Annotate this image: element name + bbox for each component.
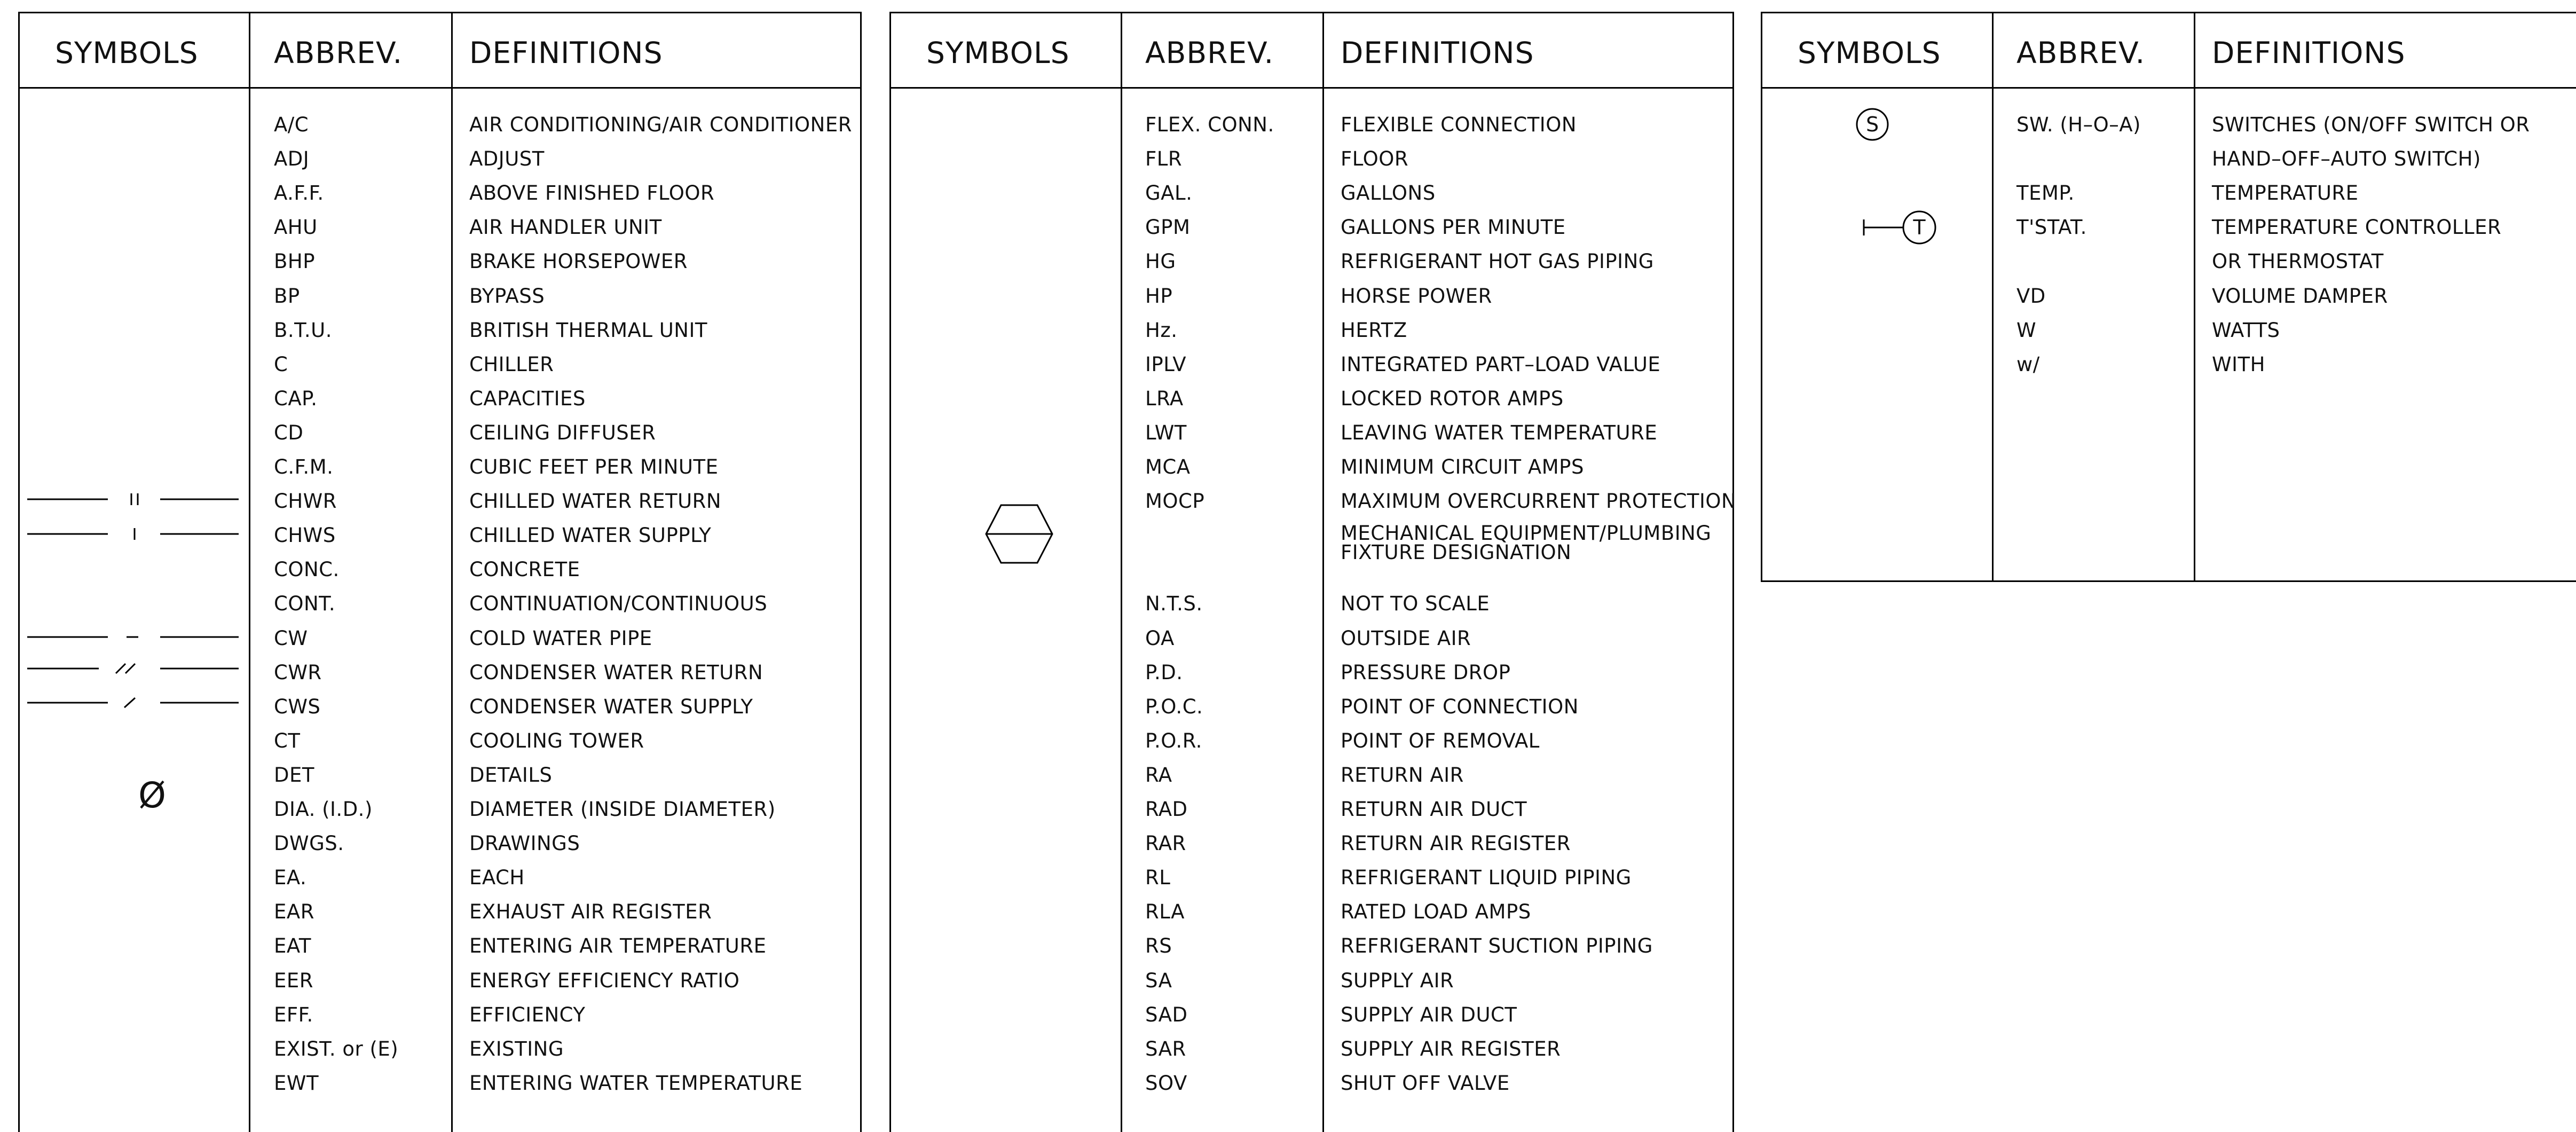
chilled-water-return-line-symbol [25,491,244,507]
definitions-header: DEFINITIONS [469,36,663,70]
definitions-header: DEFINITIONS [2212,36,2406,70]
abbrev-cell: CWR [274,661,322,684]
abbrev-cell: P.O.C. [1145,695,1203,718]
definition-cell: EXHAUST AIR REGISTER [469,900,712,924]
definition-cell: CONTINUATION/CONTINUOUS [469,592,768,616]
abbrev-cell: OA [1145,626,1175,650]
symbols-header: SYMBOLS [1798,36,1941,70]
legend-table-3 [1761,12,2576,582]
definition-cell: GALLONS [1341,182,1436,205]
abbrev-cell: AHU [274,216,318,239]
abbrev-cell: CW [274,626,308,650]
abbrev-cell: SW. (H–O–A) [2016,113,2141,136]
abbrev-cell: TEMP. [2016,182,2075,205]
condenser-water-supply-line-symbol [25,695,244,711]
abbrev-header: ABBREV. [274,36,403,70]
definition-cell: GALLONS PER MINUTE [1341,216,1566,239]
definition-cell: FLOOR [1341,147,1409,171]
definition-cell: RATED LOAD AMPS [1341,900,1531,924]
abbrev-cell: MCA [1145,455,1191,478]
cold-water-pipe-line-symbol [25,627,244,643]
abbrev-cell: CAP. [274,387,318,410]
definition-cell: ENTERING AIR TEMPERATURE [469,934,767,958]
definition-cell: SHUT OFF VALVE [1341,1071,1510,1095]
abbrev-cell: EFF. [274,1003,313,1026]
abbrev-cell: C [274,352,288,376]
abbrev-cell: EAR [274,900,314,924]
definition-cell: RETURN AIR REGISTER [1341,832,1571,855]
abbrev-cell: Hz. [1145,318,1178,342]
abbrev-cell: DIA. (I.D.) [274,798,373,821]
abbrev-cell: BP [274,284,300,308]
abbrev-cell: CONC. [274,558,340,581]
column-divider [1992,13,1994,580]
switch-symbol [1855,107,1889,142]
equipment-designation-hexagon-symbol [982,502,1057,571]
definition-cell: TEMPERATURE [2212,182,2359,205]
definition-cell: POINT OF REMOVAL [1341,729,1540,752]
abbrev-header: ABBREV. [2016,36,2146,70]
legend-table-2 [889,12,1737,1132]
definition-cell: ABOVE FINISHED FLOOR [469,182,715,205]
definition-cell: CHILLED WATER RETURN [469,490,722,513]
abbrev-cell: RLA [1145,900,1185,924]
abbrev-cell: EXIST. or (E) [274,1037,399,1060]
chilled-water-supply-line-symbol [25,526,244,542]
abbrev-cell: HG [1145,250,1176,273]
abbrev-cell: VD [2016,284,2046,308]
thermostat-symbol [1862,209,1942,246]
definition-cell: RETURN AIR [1341,763,1464,787]
abbrev-header: ABBREV. [1145,36,1274,70]
definition-cell: DIAMETER (INSIDE DIAMETER) [469,798,776,821]
symbols-header: SYMBOLS [926,36,1070,70]
definition-cell: MINIMUM CIRCUIT AMPS [1341,455,1584,478]
definition-cell: DRAWINGS [469,832,580,855]
abbrev-cell: w/ [2016,352,2040,376]
abbrev-cell: RA [1145,763,1172,787]
definition-cell: OUTSIDE AIR [1341,626,1471,650]
definition-cell: LOCKED ROTOR AMPS [1341,387,1564,410]
definition-cell: EACH [469,866,525,890]
abbrev-cell: RL [1145,866,1171,890]
abbrev-cell: FLR [1145,147,1183,171]
symbols-header: SYMBOLS [55,36,199,70]
abbrev-cell: CONT. [274,592,336,616]
column-divider [249,13,250,1132]
definition-cell: AIR CONDITIONING/AIR CONDITIONER [469,113,852,136]
abbrev-cell: RAD [1145,798,1188,821]
definition-cell: SUPPLY AIR REGISTER [1341,1037,1561,1060]
definition-cell: OR THERMOSTAT [2212,250,2384,273]
definition-cell: MECHANICAL EQUIPMENT/PLUMBING [1341,522,1712,545]
abbrev-cell: CWS [274,695,321,718]
definition-cell: SWITCHES (ON/OFF SWITCH OR [2212,113,2530,136]
definition-cell: WITH [2212,352,2265,376]
header-divider [20,87,860,89]
abbrev-cell: N.T.S. [1145,592,1203,616]
definition-cell: ENERGY EFFICIENCY RATIO [469,969,740,992]
definition-cell: HAND–OFF–AUTO SWITCH) [2212,147,2481,171]
abbrev-cell: SOV [1145,1071,1187,1095]
definition-cell: CAPACITIES [469,387,586,410]
abbrev-cell: C.F.M. [274,455,334,478]
abbrev-cell: A.F.F. [274,182,324,205]
abbrev-cell: LRA [1145,387,1184,410]
definition-cell: DETAILS [469,763,553,787]
definition-cell: HERTZ [1341,318,1407,342]
abbrev-cell: DWGS. [274,832,344,855]
definition-cell: REFRIGERANT LIQUID PIPING [1341,866,1632,890]
definition-cell: ADJUST [469,147,545,171]
abbrev-cell: CT [274,729,301,752]
abbrev-cell: EAT [274,934,311,958]
abbrev-cell: CHWR [274,490,337,513]
definition-cell: PRESSURE DROP [1341,661,1511,684]
definition-cell: POINT OF CONNECTION [1341,695,1579,718]
definition-cell-continued: FIXTURE DESIGNATION [1341,541,1572,564]
definition-cell: WATTS [2212,318,2280,342]
abbrev-cell: HP [1145,284,1173,308]
definition-cell: HORSE POWER [1341,284,1492,308]
switch-symbol-letter: S [1865,113,1879,136]
definition-cell: CHILLED WATER SUPPLY [469,524,712,547]
definition-cell: EXISTING [469,1037,564,1060]
abbrev-cell: LWT [1145,421,1187,444]
definition-cell: INTEGRATED PART–LOAD VALUE [1341,352,1661,376]
header-divider [891,87,1732,89]
abbrev-cell: GPM [1145,216,1191,239]
definition-cell: FLEXIBLE CONNECTION [1341,113,1577,136]
definition-cell: SUPPLY AIR DUCT [1341,1003,1517,1026]
abbrev-cell: W [2016,318,2037,342]
abbrev-cell: SA [1145,969,1172,992]
abbrev-cell: CHWS [274,524,336,547]
definition-cell: TEMPERATURE CONTROLLER [2212,216,2502,239]
definition-cell: REFRIGERANT SUCTION PIPING [1341,934,1653,958]
column-divider [451,13,453,1132]
legend-table-1 [18,12,862,1132]
abbrev-cell: GAL. [1145,182,1193,205]
header-divider [1762,87,2576,89]
abbrev-cell: EA. [274,866,307,890]
definition-cell: CHILLER [469,352,554,376]
condenser-water-return-line-symbol [25,661,244,677]
abbrev-cell: T'STAT. [2016,216,2087,239]
abbrev-cell: DET [274,763,314,787]
abbrev-cell: ADJ [274,147,310,171]
diameter-symbol: Ø [138,775,166,816]
definition-cell: ENTERING WATER TEMPERATURE [469,1071,803,1095]
definition-cell: COOLING TOWER [469,729,644,752]
abbrev-cell: P.D. [1145,661,1183,684]
definition-cell: COLD WATER PIPE [469,626,652,650]
definition-cell: CONDENSER WATER SUPPLY [469,695,753,718]
abbrev-cell: IPLV [1145,352,1187,376]
definitions-header: DEFINITIONS [1341,36,1534,70]
definition-cell: BRAKE HORSEPOWER [469,250,688,273]
abbrev-cell: RAR [1145,832,1186,855]
definition-cell: CONCRETE [469,558,580,581]
definition-cell: NOT TO SCALE [1341,592,1490,616]
definition-cell: EFFICIENCY [469,1003,586,1026]
abbrev-cell: BHP [274,250,316,273]
definition-cell: CEILING DIFFUSER [469,421,656,444]
abbrev-cell: B.T.U. [274,318,332,342]
definition-cell: CONDENSER WATER RETURN [469,661,763,684]
abbrev-cell: SAR [1145,1037,1186,1060]
column-divider [1121,13,1122,1132]
abbrev-cell: P.O.R. [1145,729,1202,752]
definition-cell: AIR HANDLER UNIT [469,216,662,239]
definition-cell: BRITISH THERMAL UNIT [469,318,707,342]
definition-cell: BYPASS [469,284,545,308]
definition-cell: CUBIC FEET PER MINUTE [469,455,719,478]
column-divider [2194,13,2195,580]
definition-cell: RETURN AIR DUCT [1341,798,1527,821]
definition-cell: LEAVING WATER TEMPERATURE [1341,421,1658,444]
abbrev-cell: MOCP [1145,490,1205,513]
definition-cell: VOLUME DAMPER [2212,284,2388,308]
definition-cell: REFRIGERANT HOT GAS PIPING [1341,250,1654,273]
abbrev-cell: EER [274,969,313,992]
thermostat-symbol-letter: T [1913,216,1926,239]
abbrev-cell: RS [1145,934,1172,958]
abbrev-cell: A/C [274,113,309,136]
definition-cell: SUPPLY AIR [1341,969,1454,992]
abbrev-cell: EWT [274,1071,319,1095]
abbrev-cell: CD [274,421,304,444]
abbrev-cell: FLEX. CONN. [1145,113,1274,136]
abbrev-cell: SAD [1145,1003,1188,1026]
column-divider [1322,13,1324,1132]
definition-cell: MAXIMUM OVERCURRENT PROTECTION [1341,490,1737,513]
